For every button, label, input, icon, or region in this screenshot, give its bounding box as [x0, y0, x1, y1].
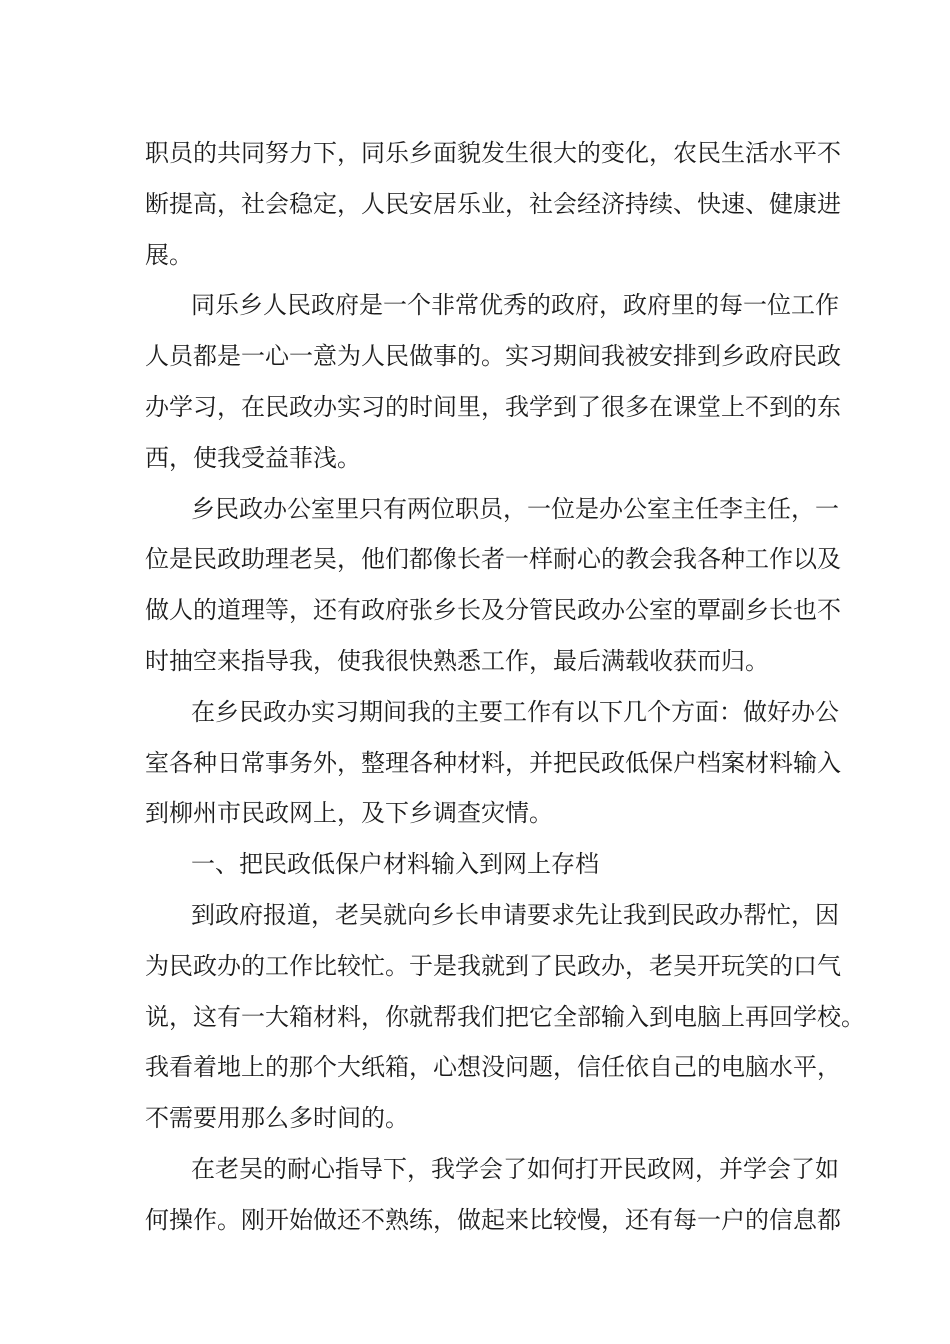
text-line: 室各种日常事务外，整理各种材料，并把民政低保户档案材料输入 — [145, 748, 841, 777]
text-line: 办学习，在民政办实习的时间里，我学到了很多在课堂上不到的东 — [145, 392, 841, 421]
text-line: 在老吴的耐心指导下，我学会了如何打开民政网，并学会了如 — [191, 1154, 839, 1183]
text-line: 何操作。刚开始做还不熟练，做起来比较慢，还有每一户的信息都 — [145, 1205, 841, 1234]
text-line: 位是民政助理老吴，他们都像长者一样耐心的教会我各种工作以及 — [145, 545, 841, 574]
document-body — [145, 128, 865, 1246]
text-line: 不需要用那么多时间的。 — [145, 1104, 409, 1133]
text-line: 我看着地上的那个大纸箱，心想没问题，信任依自己的电脑水平， — [145, 1053, 841, 1082]
text-line: 乡民政办公室里只有两位职员，一位是办公室主任李主任，一 — [191, 494, 839, 523]
text-line: 为民政办的工作比较忙。于是我就到了民政办，老吴开玩笑的口气 — [145, 951, 841, 980]
text-line: 到柳州市民政网上，及下乡调查灾情。 — [145, 799, 553, 828]
text-line: 在乡民政办实习期间我的主要工作有以下几个方面：做好办公 — [191, 697, 839, 726]
text-line: 人员都是一心一意为人民做事的。实习期间我被安排到乡政府民政 — [145, 342, 841, 371]
text-line: 一、把民政低保户材料输入到网上存档 — [191, 850, 599, 879]
text-line: 西，使我受益菲浅。 — [145, 443, 361, 472]
text-line: 展。 — [145, 240, 193, 269]
text-line: 职员的共同努力下，同乐乡面貌发生很大的变化，农民生活水平不 — [145, 139, 841, 167]
text-line: 说，这有一大箱材料，你就帮我们把它全部输入到电脑上再回学校。 — [145, 1002, 865, 1031]
text-line: 时抽空来指导我，使我很快熟悉工作，最后满载收获而归。 — [145, 646, 769, 675]
text-line: 同乐乡人民政府是一个非常优秀的政府，政府里的每一位工作 — [191, 291, 839, 320]
text-line: 断提高，社会稳定，人民安居乐业，社会经济持续、快速、健康进 — [145, 189, 841, 218]
text-line: 到政府报道，老吴就向乡长申请要求先让我到民政办帮忙，因 — [191, 900, 839, 929]
text-line: 做人的道理等，还有政府张乡长及分管民政办公室的覃副乡长也不 — [145, 596, 841, 625]
